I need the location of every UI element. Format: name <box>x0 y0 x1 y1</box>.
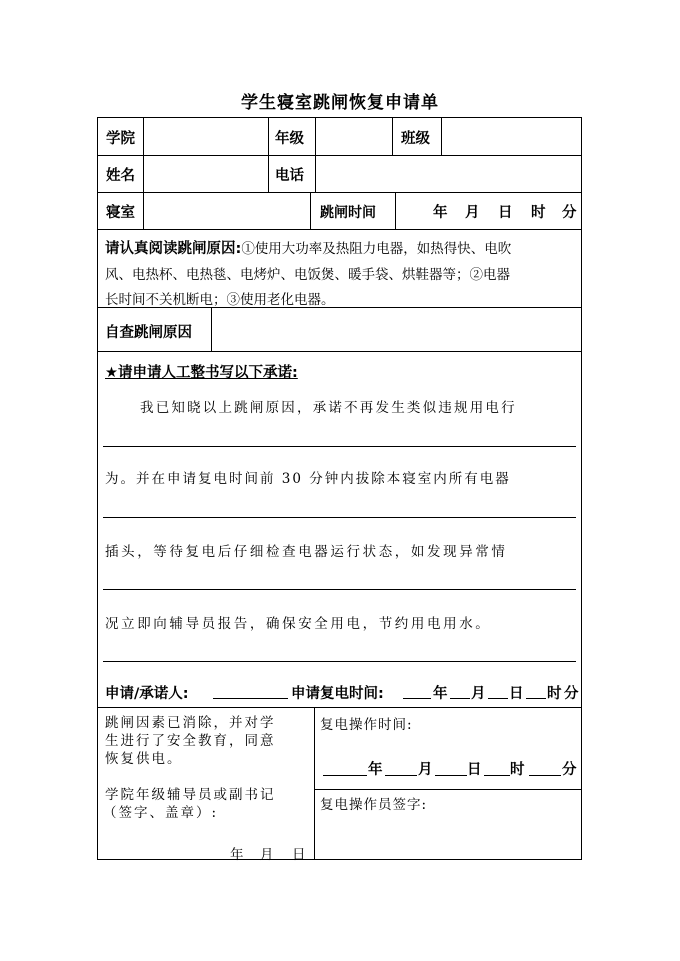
pledge-writing-line <box>103 661 576 662</box>
notice-line-1: 请认真阅读跳闸原因:①使用大功率及热阻力电器，如热得快、电吹 <box>105 241 512 257</box>
approval-day: 日 <box>292 847 306 863</box>
applicant-label: 申请/承诺人: <box>105 686 189 702</box>
grid-line <box>98 707 581 708</box>
pledge-writing-line <box>103 517 576 518</box>
trip-time-label: 跳闸时间 <box>320 205 376 221</box>
class-label: 班级 <box>401 131 430 147</box>
operator-signature-label: 复电操作员签字: <box>320 797 428 813</box>
name-label: 姓名 <box>106 168 135 184</box>
trip-year: 年 <box>433 205 448 221</box>
approval-line-2: 生进行了安全教育，同意 <box>105 733 276 749</box>
trip-day: 日 <box>498 205 513 221</box>
applicant-signature-line <box>213 698 288 699</box>
approval-month: 月 <box>260 847 274 863</box>
pledge-line-4: 况立即向辅导员报告，确保安全用电，节约用电用水。 <box>105 616 492 632</box>
pledge-writing-line <box>103 589 576 590</box>
dorm-label: 寝室 <box>106 205 135 221</box>
notice-label: 请认真阅读跳闸原因: <box>105 241 242 257</box>
pledge-writing-line <box>103 446 576 447</box>
grid-line <box>98 229 581 230</box>
trip-minute: 分 <box>562 205 577 221</box>
grid-line <box>98 155 581 156</box>
trip-month: 月 <box>465 205 480 221</box>
grid-line <box>98 351 581 352</box>
trip-hour: 时 <box>531 205 546 221</box>
notice-line-3: 长时间不关机断电；③使用老化电器。 <box>105 292 335 308</box>
notice-line-2: 风、电热杯、电热毯、电烤炉、电饭煲、暖手袋、烘鞋器等；②电器 <box>105 267 510 283</box>
pledge-line-1: 我已知晓以上跳闸原因，承诺不再发生类似违规用电行 <box>140 400 517 416</box>
page-title: 学生寝室跳闸恢复申请单 <box>241 93 439 113</box>
operation-time-label: 复电操作时间: <box>320 717 413 733</box>
phone-label: 电话 <box>275 168 304 184</box>
signer-line-2: （签字、盖章）: <box>103 805 219 821</box>
pledge-heading: ★请申请人工整书写以下承诺: <box>105 365 298 381</box>
application-form: 学院 年级 班级 姓名 电话 寝室 跳闸时间 年 月 日 时 分 请认真阅读跳闸原因:①使用大功率及热阻力电器，如热得快、电吹 风、电热杯、电热毯、电烤炉、电饭煲、暖手袋、烘鞋器等；②电器 长时间不关机断电；③使用老化电器。 自查跳闸原因 ★请申请人工整书写以下承诺: 我已知晓以上跳闸原因，承诺不再发生类似违规用电行 为。并在申请复电时间前 30 分钟内拔除本寝室内所有电器 插头，等待复电后仔细检查电器运行状态，如发现异常情 况立即向辅导员报告，确保安全用电，节约用电用水。 申请/承诺人: 申请复电时间: 年 月 日 时 分 跳闸因素已消除，并对学 生进行了安全教育，同意 恢复供电。 学院年级辅导员或副书记 （签字、盖章）: 年 月 日 复电操作时间: 年 月 日 时 分 复电操作员签字: <box>97 117 582 860</box>
approval-line-3: 恢复供电。 <box>105 751 183 767</box>
self-check-label: 自查跳闸原因 <box>105 325 192 341</box>
approval-line-1: 跳闸因素已消除，并对学 <box>105 715 276 731</box>
approval-year: 年 <box>230 847 244 863</box>
grade-label: 年级 <box>275 131 304 147</box>
grid-line <box>98 192 581 193</box>
pledge-line-2: 为。并在申请复电时间前 30 分钟内拔除本寝室内所有电器 <box>105 471 511 487</box>
signer-line-1: 学院年级辅导员或副书记 <box>105 787 276 803</box>
pledge-line-3: 插头，等待复电后仔细检查电器运行状态，如发现异常情 <box>105 544 508 560</box>
college-label: 学院 <box>106 131 135 147</box>
restore-time-label: 申请复电时间: <box>291 686 384 702</box>
